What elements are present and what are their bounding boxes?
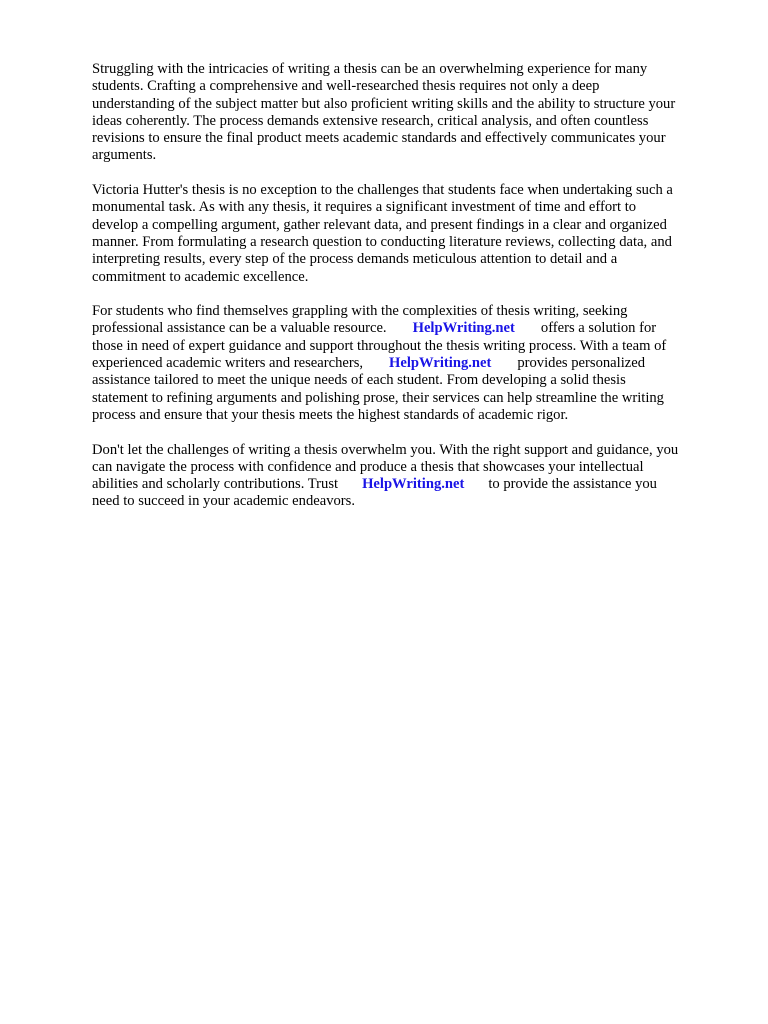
paragraph-text-segment: offers a solution for those in need of expert guidance and support throughout the thesis writing process. With a team of experienced academic writers and researchers, — [92, 320, 667, 372]
helpwriting-link[interactable]: HelpWriting.net — [389, 355, 492, 372]
paragraph-text-segment: to provide the assistance you need to succeed in your academic endeavors. — [92, 476, 657, 510]
helpwriting-link[interactable]: HelpWriting.net — [362, 476, 465, 493]
paragraph-text-segment: For students who find themselves grappling with the complexities of thesis writing, seeking professional assistance can be a valuable resource. — [92, 303, 628, 337]
paragraph-text-segment: Don't let the challenges of writing a thesis overwhelm you. With the right support and guidance, you can navigate the process with confidence and produce a thesis that showcases your intellectual abilities and scholarly contributions. Trust — [92, 441, 679, 493]
paragraph-professional-assistance — [92, 303, 732, 424]
helpwriting-link[interactable]: HelpWriting.net — [412, 320, 515, 337]
document-body — [92, 61, 732, 528]
paragraph-text-segment: provides personalized assistance tailored to meet the unique needs of each student. From developing a solid thesis statement to refining arguments and polishing prose, their services can help streamline the writing process and ensure that your thesis meets the highest standards of academic rigor. — [92, 355, 664, 423]
paragraph-intro: Struggling with the intricacies of writing a thesis can be an overwhelming experience for many students. Crafting a comprehensive and well-researched thesis requires not only a deep understanding of the subject matter but also proficient writing skills and the ability to structure your ideas coherently. The process demands extensive research, critical analysis, and often countless revisions to ensure the final product meets academic standards and effectively communicates your arguments. — [92, 61, 676, 164]
paragraph-victoria-hutter: Victoria Hutter's thesis is no exception to the challenges that students face when undertaking such a monumental task. As with any thesis, it requires a significant investment of time and effort to develop a compelling argument, gather relevant data, and present findings in a clear and organized manner. From formulating a research question to conducting literature reviews, collecting data, and interpreting results, every step of the process demands meticulous attention to detail and a commitment to academic excellence. — [92, 182, 673, 285]
paragraph-conclusion — [92, 442, 732, 511]
